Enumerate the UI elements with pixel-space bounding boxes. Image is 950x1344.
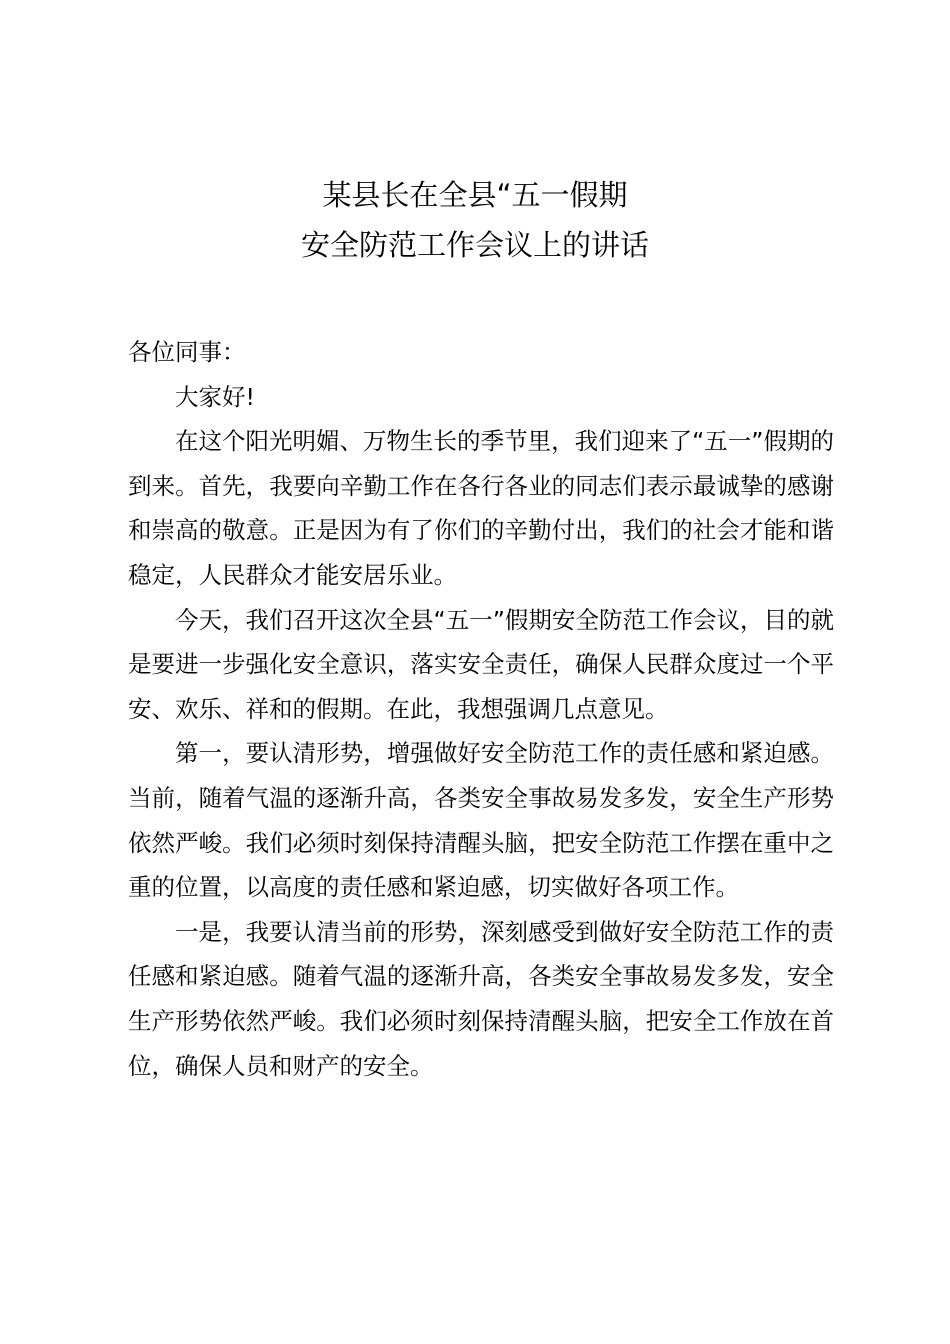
body-paragraph: 一是，我要认清当前的形势，深刻感受到做好安全防范工作的责任感和紧迫感。随着气温的逐渐升高，各类安全事故易发多发，安全生产形势依然严峻。我们必须时刻保持清醒头脑，把安全工作放在首位，确保人员和财产的安全。 — [128, 917, 834, 1080]
greeting-paragraph: 大家好! — [175, 382, 255, 411]
title-line-1: 某县长在全县“五一假期 — [322, 178, 628, 212]
title-line-2: 安全防范工作会议上的讲话 — [300, 228, 649, 262]
salutation: 各位同事： — [128, 338, 246, 366]
document-title — [0, 170, 950, 270]
body-paragraph: 第一，要认清形势，增强做好安全防范工作的责任感和紧迫感。当前，随着气温的逐渐升高，各类安全事故易发多发，安全生产形势依然严峻。我们必须时刻保持清醒头脑，把安全防范工作摆在重中之重的位置，以高度的责任感和紧迫感，切实做好各项工作。 — [128, 739, 834, 902]
body-paragraph: 在这个阳光明媚、万物生长的季节里，我们迎来了“五一”假期的到来。首先，我要向辛勤工作在各行各业的同志们表示最诚挚的感谢和崇高的敬意。正是因为有了你们的辛勤付出，我们的社会才能和谐稳定，人民群众才能安居乐业。 — [128, 427, 834, 589]
document-body — [128, 330, 834, 1088]
body-paragraph: 今天，我们召开这次全县“五一”假期安全防范工作会议，目的就是要进一步强化安全意识，落实安全责任，确保人民群众度过一个平安、欢乐、祥和的假期。在此，我想强调几点意见。 — [128, 605, 834, 723]
